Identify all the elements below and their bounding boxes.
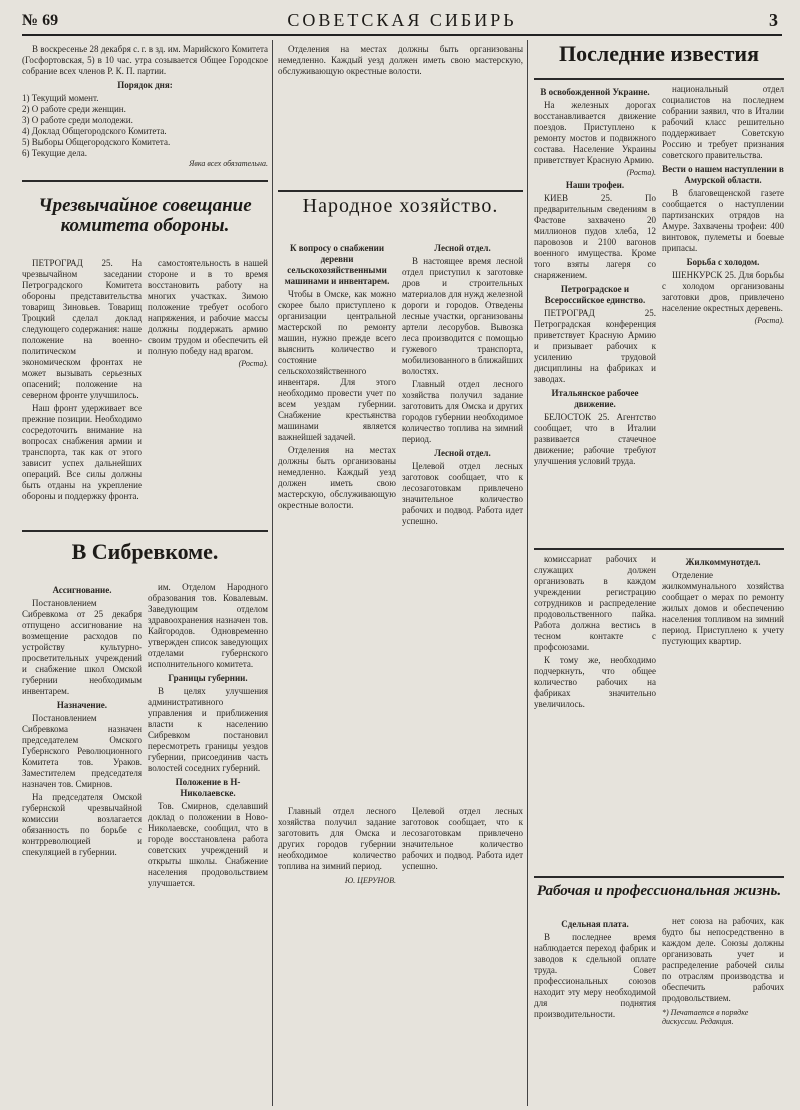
defense-headline: Чрезвычайное совещание комитета обороны.	[38, 196, 252, 236]
economy-col1b: Отделения на местах должны быть организованы немедленно. Каждый уезд должен иметь свою мастерскую, обслуживающую окрестные волости.	[278, 445, 396, 510]
revcom-sub-novonikolaevsk: Положение в Н-Николаевске.	[175, 777, 241, 798]
news-p4: БЕЛОСТОК 25. Агентство сообщает, что в Италии развивается стачечное движение; рабочие требуют улучшения условий труда.	[534, 412, 656, 466]
news-sub-ukraine: В освобожденной Украине.	[540, 87, 650, 97]
revcom-p2: Постановлением Сибревкома назначен председателем Омского Губернского Революционного Комитета тов. Ураков. Заместителем председателя назначен тов. Смирнов.	[22, 713, 142, 789]
economy-col1-bottom-text: Главный отдел лесного хозяйства получил задание заготовить для Омска и других городов губернии необходимое количество топлива на зимний период.	[278, 806, 396, 871]
labor-sub: Сдельная плата.	[561, 919, 629, 929]
revcom-p3: На председателя Омской губернской чрезвычайной комиссии возлагается обязанность по борьбе с контрреволюцией и спекуляцией в губернии.	[22, 792, 142, 857]
labor-headline: Рабочая и профессиональная жизнь.	[536, 884, 782, 899]
agenda-title: Порядок дня:	[117, 80, 173, 90]
economy-col1-bottom	[278, 806, 396, 1106]
revcom-col2-text: им. Отделом Народного образования тов. Ковалевым. Заведующим отделом здравоохранения назначен тов. Кайгородов. Одновременно утвержден список заведующих отделами губернского исполнительного комитета.	[148, 582, 268, 669]
news-headline: Последние известия	[558, 42, 760, 66]
mid-top-p: Отделения на местах должны быть организованы немедленно. Каждый уезд должен иметь свою мастерскую, обслуживающую окрестные волости.	[278, 44, 523, 76]
mid-right-sub: Жилкоммунотдел.	[685, 557, 761, 567]
divider	[534, 78, 784, 80]
agenda-item: 4) Доклад Общегородского Комитета.	[22, 126, 167, 136]
agenda-item: 5) Выборы Общегородского Комитета.	[22, 137, 171, 147]
economy-col2-sub2: Лесной отдел.	[434, 448, 491, 458]
defense-article-col1	[22, 258, 142, 528]
divider	[534, 876, 784, 878]
agenda-item: 2) О работе среди женщин.	[22, 104, 126, 114]
revcom-sub-appointment: Назначение.	[56, 700, 108, 710]
economy-col2c: Целевой отдел лесных заготовок сообщает, что к лесозаготовкам привлечено значительное количество рабочих и подвод. Работа идет успешно.	[402, 461, 523, 526]
economy-col2	[402, 240, 523, 800]
party-meeting-notice	[22, 44, 268, 174]
revcom-p4: В целях улучшения административного управления и приближения власти к населению Сибревком постановил пересмотреть границы уездов губернии, присоединив часть волостей соседних губерний.	[148, 686, 268, 773]
news-sub-italy: Итальянское рабочее движение.	[551, 388, 639, 409]
divider	[22, 530, 268, 532]
news-p1: На железных дорогах восстанавливается движение поездов. Приступлено к ремонту мостов и подвижного состава. Население Украины приветствует Красную Армию.	[534, 100, 656, 165]
mid-right-col2	[662, 554, 784, 872]
revcom-col2	[148, 582, 268, 1102]
divider	[22, 180, 268, 182]
defense-article-col2	[148, 258, 268, 528]
labor-col2-text: нет союза на рабочих, как будто бы непосредственно в каждом деле. Союзы должны организовать учет и распределение рабочей силы по отраслям производства и обеспечить рабочих продовольствием.	[662, 916, 784, 1003]
agenda-item: 6) Текущие дела.	[22, 148, 87, 158]
agenda-item: 1) Текущий момент.	[22, 93, 99, 103]
mid-right-col1	[534, 554, 656, 872]
divider	[278, 190, 523, 192]
labor-col2	[662, 916, 784, 1106]
revcom-sub-borders: Границы губернии.	[168, 673, 248, 683]
masthead	[22, 6, 782, 36]
notice-text: В воскресенье 28 декабря с. г. в зд. им. Марийского Комитета (Госфортовская, 5) в 10 час. утра созывается Общее Городское собрание всех членов Р. К. П. партии.	[22, 44, 268, 76]
labor-col1	[534, 916, 656, 1106]
news-col2-text: национальный отдел социалистов на последнем собрании заявил, что в Италии рабочий класс решительно поддерживает Советскую Россию и требует признания советского правительства.	[662, 84, 784, 160]
economy-col1	[278, 240, 396, 800]
news-col1	[534, 84, 656, 544]
issue-number: № 69	[22, 12, 59, 29]
column-rule	[272, 40, 273, 1106]
agenda-list	[22, 93, 268, 159]
news-p6: ШЕНКУРСК 25. Для борьбы с холодом организованы заготовки дров, привлечено население окрестных деревень.	[662, 270, 784, 313]
agenda-item: 3) О работе среди молодежи.	[22, 115, 133, 125]
notice-signature: Явка всех обязательна.	[189, 159, 268, 168]
revcom-p5: Тов. Смирнов, сделавший доклад о положении в Ново-Николаевске, сообщил, что в городе восстановлена работа советских учреждений и открыты школы. Снабжение населения продовольствием улучшается.	[148, 801, 268, 888]
defense-body: Наш фронт удерживает все прежние позиции. Необходимо сосредоточить внимание на вопросах снабжения армии и транспорта, так как от этого зависит успех дальнейших операций. Все силы должны быть отданы на укрепление обороны и поддержку фронта.	[22, 403, 142, 501]
labor-footnote: *) Печатается в порядке дискуссии. Редакция.	[662, 1008, 749, 1026]
defense-right-col: самостоятельность в нашей стороне и в то время восстановить работу на многих участках. Зимою положение требует особого напряжения, и рабочие массы должны поддержать армию своим трудом и обеспечить ей полную победу над врагом.	[148, 258, 268, 356]
revcom-p1: Постановлением Сибревкома от 25 декабря отпущено ассигнование на возмещение расходов по устройству культурно-просветительных учреждений и снабжение школ Омской губернии необходимым инвентарем.	[22, 598, 142, 696]
economy-headline: Народное хозяйство.	[302, 196, 499, 217]
mid-right-p1: комиссариат рабочих и служащих должен организовать в каждом учреждении регистрацию сотрудников и распределение продовольственного пайка. Работа должна вестись в тесном контакте с профсоюзами.	[534, 554, 656, 652]
revcom-col1	[22, 582, 142, 1102]
economy-subhead: К вопросу о снабжении деревни сельскохозяйственными машинами и инвентарем.	[284, 243, 390, 286]
economy-col2-text: В настоящее время лесной отдел приступил к заготовке дров и строительных материалов для нужд железной дороги и городов. Отведены лесные участки, организованы артели лесорубов. Вывозка леса производится с помощью гужевого транспорта, мобилизованного в ближайших волостях.	[402, 256, 523, 376]
news-p3: ПЕТРОГРАД 25. Петроградская конференция приветствует Красную Армию и призывает рабочих к усилению трудовой дисциплины на фабриках и заводах.	[534, 308, 656, 384]
paper-name: СОВЕТСКАЯ СИБИРЬ	[287, 10, 517, 30]
news-sub-trophies: Наши трофеи.	[565, 180, 625, 190]
economy-col2-bottom	[402, 806, 523, 1106]
news-source: (Роста).	[626, 168, 656, 177]
economy-col2-bottom-text: Целевой отдел лесных заготовок сообщает, что к лесозаготовкам привлечено значительное количество рабочих и подвод. Работа идет успешно.	[402, 806, 523, 871]
defense-source: (Роста).	[238, 359, 268, 368]
revcom-sub-assignment: Ассигнование.	[52, 585, 112, 595]
revcom-headline: В Сибревкоме.	[71, 540, 219, 564]
labor-p1: В последнее время наблюдается переход фабрик и заводов к сдельной оплате труда. Совет профессиональных союзов находит эту меру необходимой для поднятия производительности.	[534, 932, 656, 1019]
mid-right-p2: К тому же, необходимо подчеркнуть, что общее количество рабочих на фабриках значительно увеличилось.	[534, 655, 656, 709]
economy-signature: Ю. ЦЕРУНОВ.	[344, 876, 396, 885]
news-p2: КИЕВ 25. По предварительным сведениям в Фастове захвачено 20 миллионов пудов хлеба, 12 паровозов и 2100 вагонов военного имущества. Кроме того взяты лагеря со снаряжением.	[534, 193, 656, 280]
news-col2	[662, 84, 784, 544]
economy-col2b: Главный отдел лесного хозяйства получил задание заготовить для Омска и других городов губернии необходимое количество топлива на зимний период.	[402, 379, 523, 444]
page-number: 3	[769, 10, 778, 30]
economy-col2-sub: Лесной отдел.	[434, 243, 491, 253]
defense-lead: ПЕТРОГРАД 25. На чрезвычайном заседании Петроградского Комитета обороны представительства товарищ Зиновьев. Товарищ Троцкий сделал доклад следующего содержания: наше положение на военно-политическом и экономическом фронтах не может вызывать серьезных опасений; положение на северном фронте улучшилось.	[22, 258, 142, 400]
divider	[534, 548, 784, 550]
news-sub-petrograd: Петроградское и Всероссийское единство.	[544, 284, 646, 305]
news-p5: В благовещенской газете сообщается о наступлении партизанских отрядов на Амуре. Захвачены трофеи: 400 винтовок, пулеметы и боевые припасы.	[662, 188, 784, 253]
news-sub-amur: Вести о нашем наступлении в Амурской области.	[662, 164, 784, 185]
economy-col1-text: Чтобы в Омске, как можно скорее было приступлено к организации центральной мастерской по ремонту машин, нужно прежде всего выяснить количество и состояние сельскохозяйственного инвентаря. Для этого необходимо провести учет по всем уездам губернии. Снабжение крестьянства машинами является важнейшей задачей.	[278, 289, 396, 442]
mid-top-text	[278, 44, 523, 184]
mid-right-p3: Отделение жилкоммунального хозяйства сообщает о мерах по ремонту жилых домов и обеспечению населения топливом на зимний период. Приступлено к учету пустующих квартир.	[662, 570, 784, 646]
column-rule	[527, 40, 528, 1106]
news-source2: (Роста).	[754, 316, 784, 325]
news-sub-cold: Борьба с холодом.	[686, 257, 760, 267]
